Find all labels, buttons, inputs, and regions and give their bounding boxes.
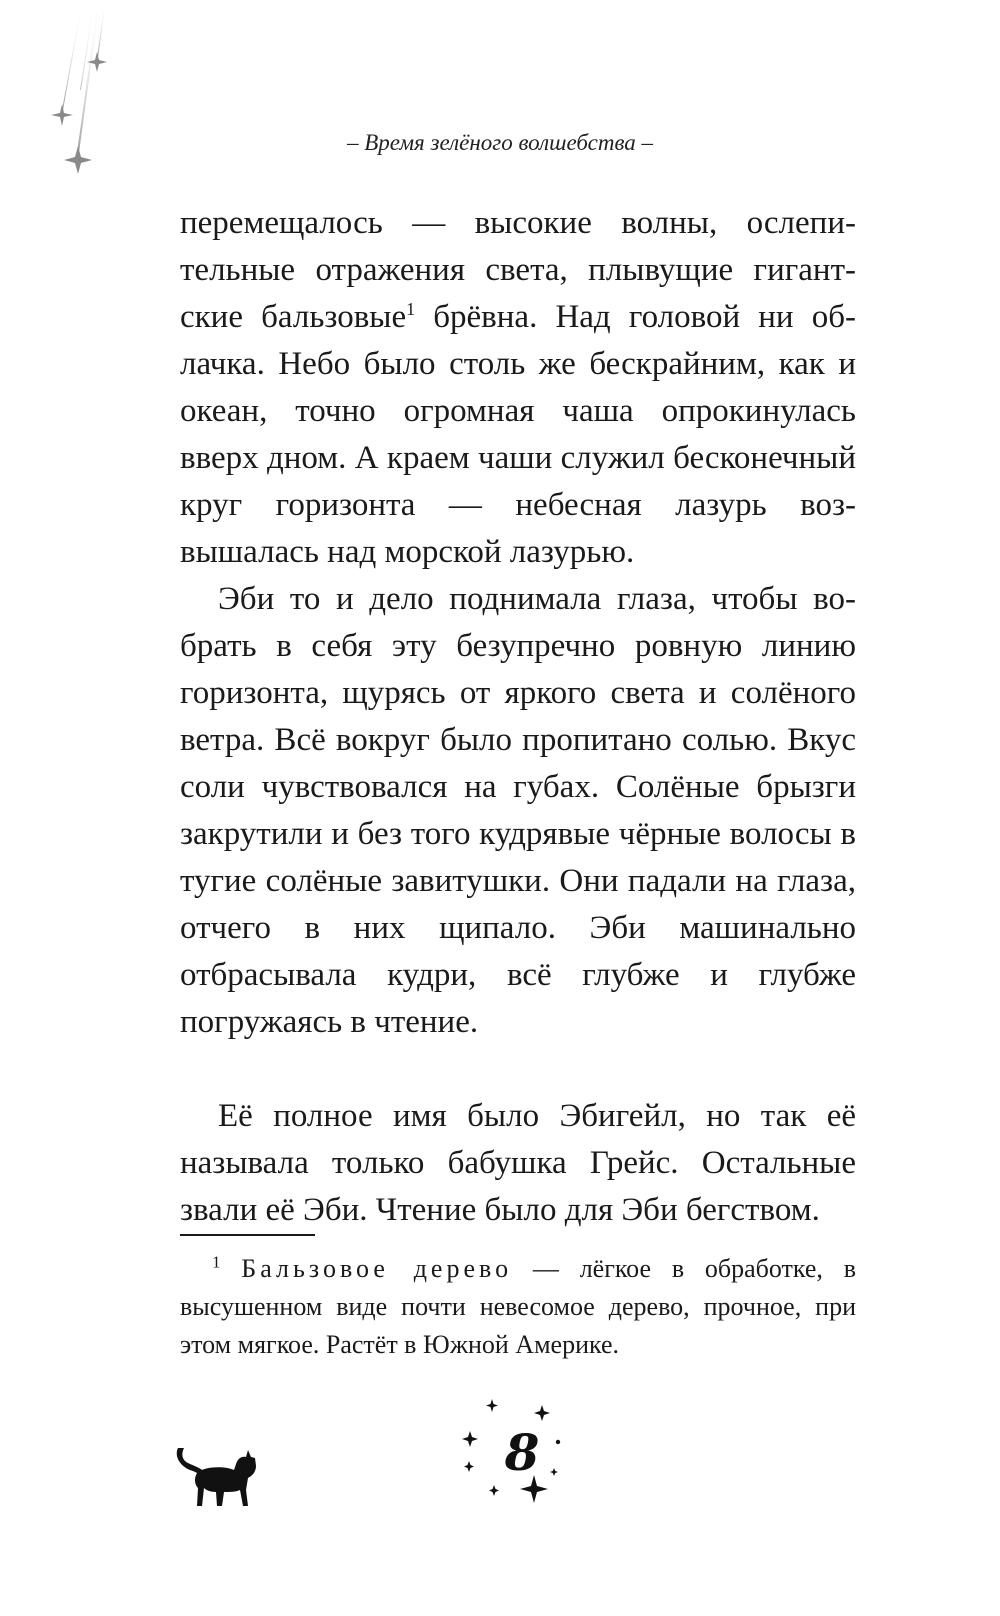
footnote-reference: 1 (406, 299, 416, 319)
paragraph-3: Её полное имя было Эбигейл, но так её называла только бабушка Грейс. Остальные звали её Эби. Чтение было для Эби бегством. (180, 1098, 856, 1228)
footnote (180, 1250, 856, 1364)
cat-silhouette-icon (176, 1430, 258, 1512)
running-head: – Время зелёного волшебства – (346, 130, 654, 155)
footnote-definition: — лёгкое в обработке, в высушенном виде почти невесомое дерево, прочное, при этом мягкое. Растёт в Южной Америке. (180, 1254, 857, 1359)
paragraph-1 (180, 200, 856, 576)
footnote-divider (180, 1234, 315, 1236)
falling-stars-icon (40, 0, 130, 200)
body-text (180, 200, 856, 1234)
page-number-block (462, 1395, 582, 1515)
page-number: 8 (504, 1423, 540, 1482)
footnote-text (180, 1250, 856, 1364)
paragraph-2: Эби то и дело поднимала глаза, чтобы вобрать в себя эту безупречно ровную линию горизонта, щурясь от яркого света и солёного ветра. Всё вокруг было пропитано солью. Вкус соли чувствовался на губах. Солёные брызги закрутили и без того кудрявые чёрные волосы в тугие солёные завитушки. Они падали на глаза, отчего в них щипало. Эби машинально отбрасывала кудри, всё глубже и глубже погружаясь в чтение. (180, 581, 856, 1040)
footnote-marker: 1 (212, 1252, 221, 1272)
paragraph-1-text: перемещалось — высокие волны, ослепительные отражения света, плывущие гигантские бальзовые (180, 205, 856, 335)
footnote-term: Бальзовое дерево (241, 1254, 513, 1283)
paragraph-1-text-continued: брёвна. Над головой ни облачка. Небо было столь же бескрайним, как и океан, точно огромная чаша опрокинулась вверх дном. А краем чаши служил бесконечный круг горизонта — небесная лазурь возвышалась над морской лазурью. (180, 299, 856, 570)
